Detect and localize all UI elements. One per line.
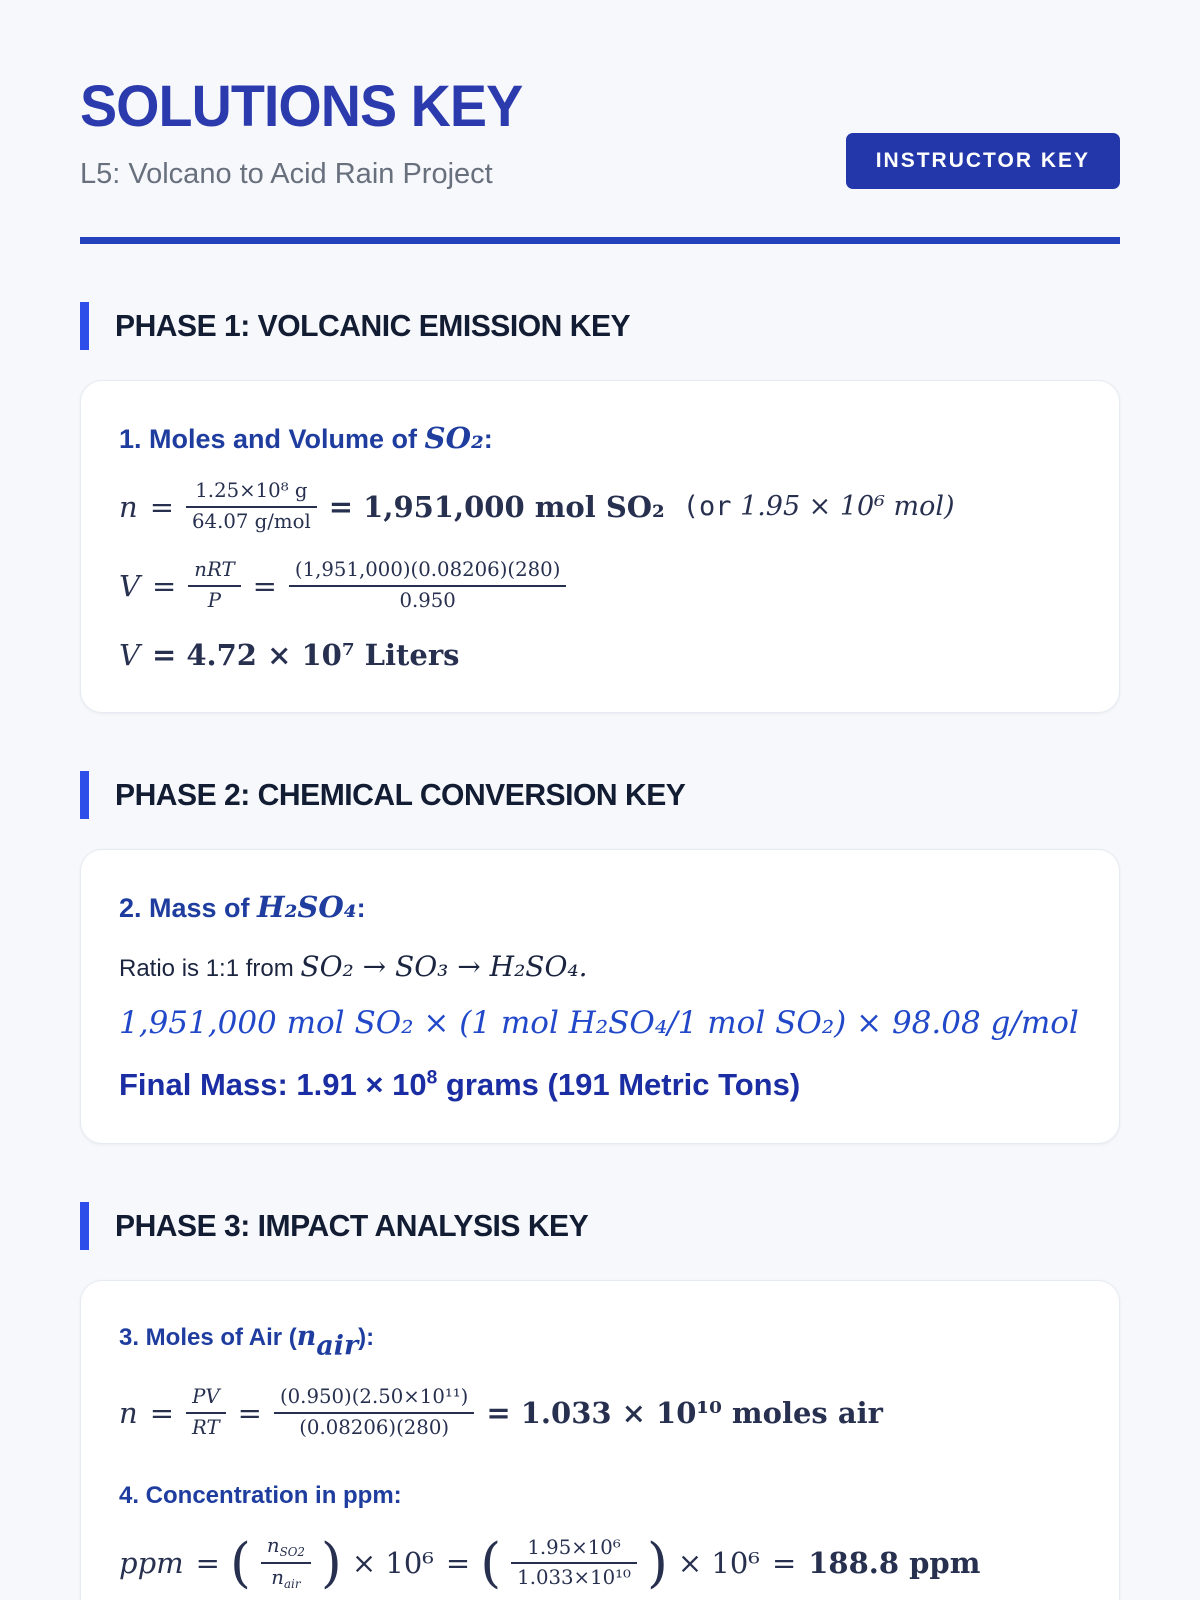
fraction-denominator: RT — [186, 1412, 226, 1441]
q3-close: ): — [358, 1323, 375, 1351]
question-concentration-ppm: 4. Concentration in ppm: — [119, 1482, 402, 1510]
eq-moles-note — [683, 491, 955, 522]
times-ten-six: × 10⁶ — [351, 1546, 434, 1581]
n-variable: n — [296, 1320, 317, 1352]
eq-air-result: = 1.033 × 10¹⁰ moles air — [486, 1395, 883, 1430]
note-or: (or — [682, 491, 732, 523]
h2so4-formula: H₂SO₄ — [257, 889, 357, 924]
eq-volume-result-value: = 4.72 × 10⁷ Liters — [151, 637, 460, 672]
eq-ppm-equals2: = — [445, 1546, 471, 1581]
open-paren: ( — [229, 1531, 251, 1595]
eq-air-equals1: = — [149, 1395, 174, 1430]
eq-air-equals2: = — [237, 1395, 262, 1430]
card-title-text: 1. Moles and Volume of — [119, 424, 425, 454]
equation-moles-air — [119, 1385, 1081, 1440]
eq-ppm-result: 188.8 ppm — [808, 1546, 981, 1581]
fraction-numerator: nRT — [194, 558, 235, 582]
fraction-numerator: 1.95×10⁶ — [527, 1535, 621, 1559]
eq-air-lhs: n — [119, 1395, 138, 1430]
section-heading-phase2 — [80, 771, 1120, 819]
section-title-phase3: PHASE 3: IMPACT ANALYSIS KEY — [115, 1207, 589, 1243]
fraction-denominator: 1.033×10¹⁰ — [511, 1562, 637, 1591]
fraction-numerator — [261, 1534, 311, 1562]
eq-volume-equals1: = — [151, 568, 177, 603]
equation-moles — [119, 479, 1081, 534]
fraction-denominator: 64.07 g/mol — [186, 506, 317, 535]
instructor-key-badge[interactable]: INSTRUCTOR KEY — [846, 133, 1120, 189]
eq-moles-equals: = — [149, 489, 174, 524]
card-title-colon: : — [356, 892, 366, 923]
fraction-denominator — [261, 1562, 311, 1592]
fraction-numerator: (0.950)(2.50×10¹¹) — [279, 1384, 469, 1408]
eq-ppm-equals3: = — [771, 1546, 797, 1581]
ratio-reaction-chain: SO₂ → SO₃ → H₂SO₄. — [300, 949, 588, 983]
fraction-denominator: 0.950 — [289, 585, 566, 614]
card-phase3 — [80, 1280, 1120, 1600]
section-accent-bar — [80, 302, 89, 350]
so2-subscript: SO2 — [279, 1545, 305, 1560]
air-subscript: air — [316, 1329, 359, 1361]
section-title-phase2: PHASE 2: CHEMICAL CONVERSION KEY — [115, 776, 686, 812]
header-divider — [80, 237, 1120, 244]
question-moles-of-air — [119, 1321, 1081, 1361]
final-mass-suffix: grams (191 Metric Tons) — [437, 1066, 801, 1102]
air-subscript: air — [284, 1577, 301, 1592]
fraction-numerator: (1,951,000)(0.08206)(280) — [294, 558, 561, 582]
fraction-denominator: P — [188, 585, 240, 614]
fraction-nso2-over-nair — [261, 1534, 311, 1592]
section-accent-bar — [80, 771, 89, 819]
equation-ppm — [119, 1531, 1081, 1595]
card-phase2 — [80, 849, 1120, 1144]
page-title: SOLUTIONS KEY — [80, 74, 523, 139]
eq-moles-lhs: n — [119, 489, 138, 524]
final-mass-exponent: 8 — [426, 1067, 438, 1089]
ratio-statement — [119, 950, 1081, 983]
fraction-grams-over-molar-mass — [186, 479, 317, 534]
eq-volume-lhs: V — [119, 568, 140, 603]
fraction-numerator: PV — [192, 1384, 220, 1408]
fraction-ideal-gas-values — [289, 558, 566, 613]
n-variable: n — [266, 1534, 280, 1558]
equation-volume-result — [119, 638, 1081, 672]
section-heading-phase3 — [80, 1202, 1120, 1250]
card-title-colon: : — [483, 424, 493, 454]
close-paren: ) — [646, 1531, 668, 1595]
fraction-pv-over-rt — [186, 1385, 226, 1440]
card-title-text: 2. Mass of — [119, 892, 258, 923]
fraction-ppm-values — [511, 1536, 637, 1591]
note-scientific: 1.95 × 10⁶ mol) — [740, 491, 955, 523]
final-mass-prefix: Final Mass: 1.91 × 10 — [119, 1066, 427, 1102]
card-title-moles-volume — [119, 421, 1081, 455]
times-ten-six: × 10⁶ — [677, 1546, 760, 1581]
fraction-numerator: 1.25×10⁸ g — [195, 479, 308, 502]
eq-moles-result: = 1,951,000 mol SO₂ — [328, 489, 665, 524]
section-title-phase1: PHASE 1: VOLCANIC EMISSION KEY — [115, 308, 631, 343]
eq-volume-equals2: = — [252, 568, 277, 603]
final-mass-result — [119, 1067, 1081, 1103]
close-paren: ) — [320, 1531, 342, 1595]
q3-text: 3. Moles of Air ( — [119, 1323, 297, 1351]
page-subtitle: L5: Volcano to Acid Rain Project — [80, 158, 493, 190]
ratio-text: Ratio is 1:1 from — [119, 954, 301, 982]
so2-formula: SO₂ — [424, 421, 484, 455]
card-title-mass-h2so4 — [119, 890, 1081, 924]
eq-volume-result-lhs: V — [119, 637, 140, 672]
open-paren: ( — [480, 1531, 502, 1595]
page-header — [80, 74, 1120, 191]
eq-ppm-lhs: ppm — [119, 1546, 184, 1581]
fraction-denominator: (0.08206)(280) — [274, 1412, 474, 1441]
card-phase1 — [80, 380, 1120, 713]
eq-ppm-equals1: = — [195, 1546, 220, 1581]
section-heading-phase1 — [80, 302, 1120, 350]
n-variable: n — [271, 1566, 284, 1590]
fraction-nrt-over-p — [188, 558, 240, 613]
header-left — [80, 74, 541, 191]
conversion-calculation: 1,951,000 mol SO₂ × (1 mol H₂SO₄/1 mol SO₂) × 98.08 g/mol — [119, 1004, 1079, 1041]
section-accent-bar — [80, 1202, 89, 1250]
fraction-air-values — [274, 1385, 474, 1440]
equation-volume — [119, 558, 1081, 613]
